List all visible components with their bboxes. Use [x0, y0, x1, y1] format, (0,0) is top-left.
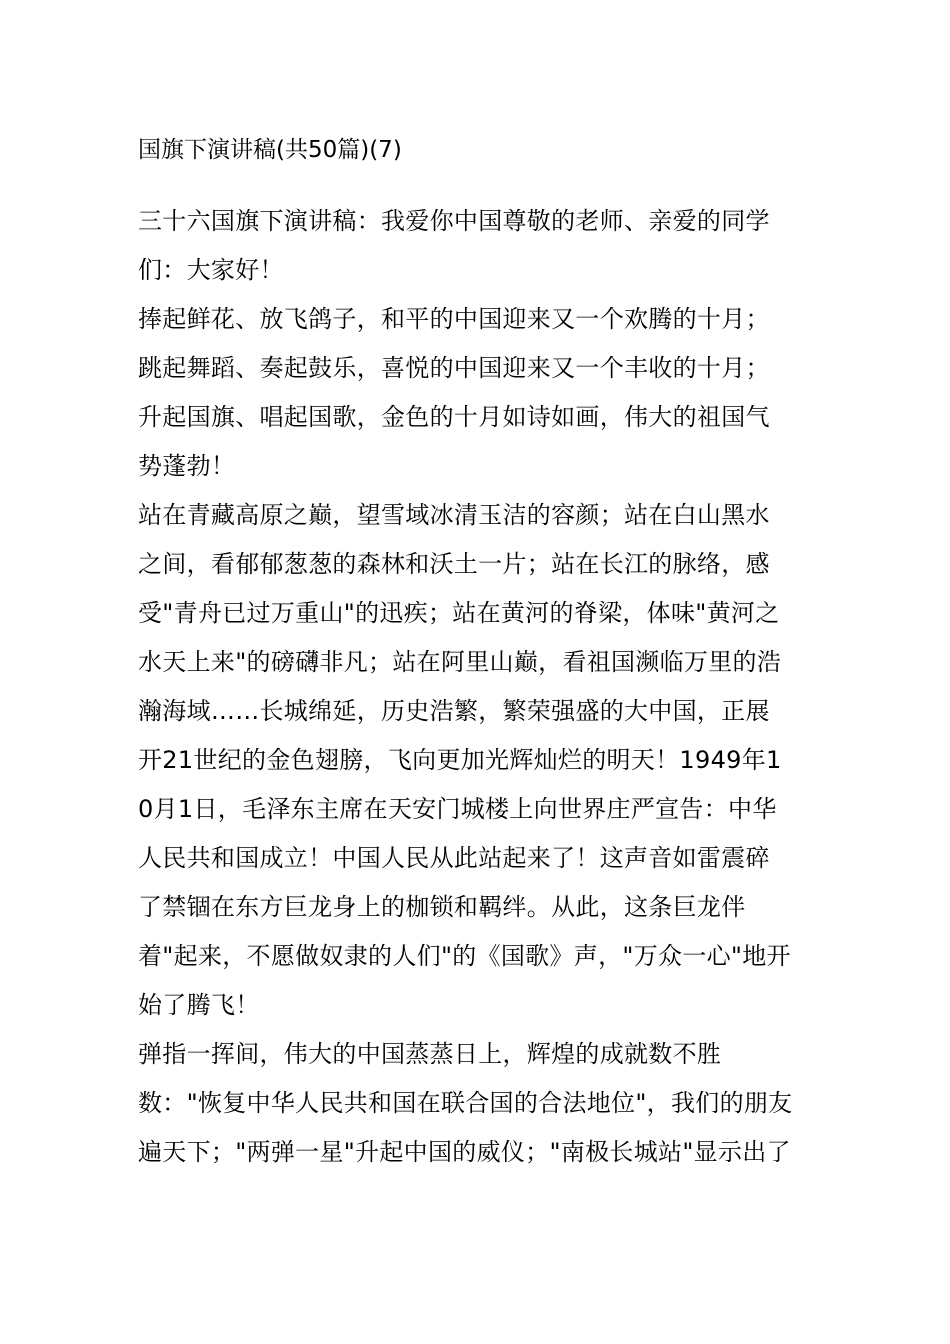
text-line-7: 站在青藏高原之巅，望雪域冰清玉洁的容颜；站在白山黑水	[138, 501, 770, 529]
text-line-19: 数："恢复中华人民共和国在联合国的合法地位"，我们的朋友	[138, 1089, 793, 1117]
text-line-15: 了禁锢在东方巨龙身上的枷锁和羁绊。从此，这条巨龙伴	[138, 893, 746, 921]
text-line-9: 受"青舟已过万重山"的迅疾；站在黄河的脊梁，体味"黄河之	[138, 599, 780, 627]
text-line-17: 始了腾飞！	[138, 991, 260, 1019]
text-line-4: 跳起舞蹈、奏起鼓乐，喜悦的中国迎来又一个丰收的十月；	[138, 354, 770, 382]
text-line-13: 0月1日，毛泽东主席在天安门城楼上向世界庄严宣告：中华	[138, 795, 777, 823]
text-line-3: 捧起鲜花、放飞鸽子，和平的中国迎来又一个欢腾的十月；	[138, 305, 770, 333]
text-line-14: 人民共和国成立！中国人民从此站起来了！这声音如雷震碎	[138, 844, 770, 872]
text-line-1: 三十六国旗下演讲稿：我爱你中国尊敬的老师、亲爱的同学	[138, 207, 770, 235]
text-line-8: 之间，看郁郁葱葱的森林和沃土一片；站在长江的脉络，感	[138, 550, 770, 578]
text-line-11: 瀚海域……长城绵延，历史浩繁，繁荣强盛的大中国，正展	[138, 697, 770, 725]
text-line-20: 遍天下；"两弹一星"升起中国的威仪；"南极长城站"显示出了	[138, 1138, 791, 1166]
text-line-6: 势蓬勃！	[138, 452, 236, 480]
document-title: 国旗下演讲稿(共50篇)(7)	[138, 137, 402, 163]
text-line-18: 弹指一挥间，伟大的中国蒸蒸日上，辉煌的成就数不胜	[138, 1040, 722, 1068]
text-line-16: 着"起来，不愿做奴隶的人们"的《国歌》声，"万众一心"地开	[138, 942, 791, 970]
text-line-5: 升起国旗、唱起国歌，金色的十月如诗如画，伟大的祖国气	[138, 403, 770, 431]
text-line-2: 们：大家好！	[138, 256, 284, 284]
text-line-10: 水天上来"的磅礴非凡；站在阿里山巅，看祖国濒临万里的浩	[138, 648, 782, 676]
text-line-12: 开21世纪的金色翅膀，飞向更加光辉灿烂的明天！1949年1	[138, 746, 782, 774]
